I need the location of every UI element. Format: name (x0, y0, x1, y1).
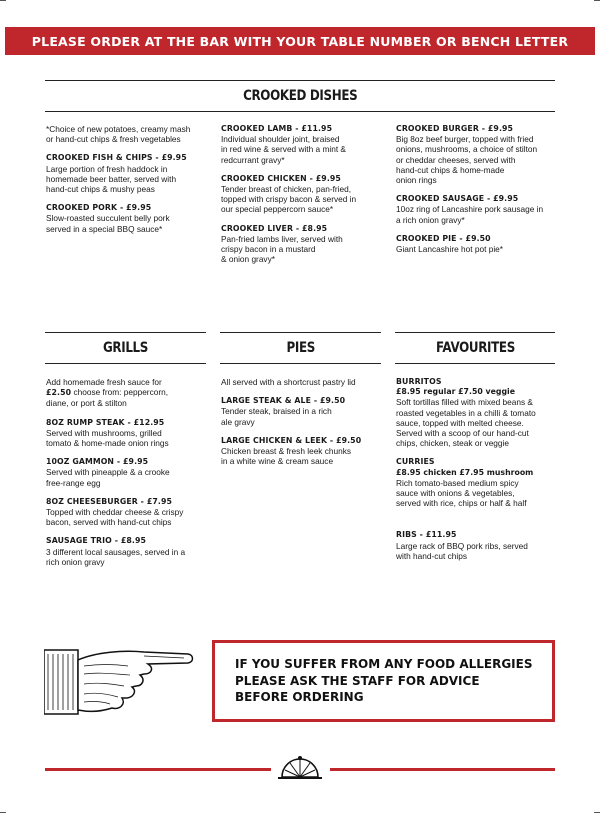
item-title: SAUSAGE TRIO - £8.95 (46, 536, 147, 546)
item-title: 10OZ GAMMON - £9.95 (46, 457, 149, 467)
menu-item (221, 124, 389, 165)
crooked-col-1 (46, 124, 211, 243)
pies-heading (220, 332, 381, 364)
menu-item (46, 418, 211, 449)
pies-intro-text: All served with a shortcrust pastry lid (221, 377, 356, 387)
item-description: *Choice of new potatoes, creamy mash or hand-cut chips & fresh vegetables (46, 124, 191, 145)
menu-item (221, 174, 389, 215)
grills-intro-options: choose from: peppercorn, diane, or port & stilton (46, 387, 169, 409)
item-description: Tender steak, braised in a rich ale gravy (221, 406, 332, 427)
grills-intro-price: £2.50 (46, 388, 72, 398)
favourites-heading (395, 332, 555, 364)
order-banner-text: PLEASE ORDER AT THE BAR WITH YOUR TABLE NUMBER OR BENCH LETTER (31, 33, 569, 49)
footer-line-left (45, 768, 271, 771)
grills-col (46, 377, 211, 576)
order-banner (5, 27, 595, 55)
pies-intro (221, 377, 389, 387)
item-title: CROOKED BURGER - £9.95 (396, 124, 514, 133)
item-title: CURRIES (396, 457, 435, 467)
menu-item (396, 530, 561, 561)
menu-item (46, 124, 211, 144)
menu-item (221, 436, 389, 467)
item-title: LARGE STEAK & ALE - £9.50 (221, 396, 346, 406)
item-title: CROOKED SAUSAGE - £9.95 (396, 194, 519, 204)
item-title: LARGE CHICKEN & LEEK - £9.50 (221, 435, 362, 445)
menu-item (46, 497, 211, 528)
allergy-notice-text: IF YOU SUFFER FROM ANY FOOD ALLERGIES PLEASE ASK THE STAFF FOR ADVICE BEFORE ORDERING (235, 657, 533, 705)
favourites-col (396, 377, 561, 570)
cloche-icon (276, 751, 324, 781)
item-title: BURRITOS (396, 377, 442, 386)
crooked-dishes-title: CROOKED DISHES (242, 88, 358, 104)
item-description: 10oz ring of Lancashire pork sausage in a rich onion gravy* (396, 204, 544, 225)
menu-item (221, 224, 389, 265)
item-description: 3 different local sausages, served in a rich onion gravy (46, 546, 186, 567)
crop-mark (0, 0, 6, 1)
menu-item (396, 124, 561, 185)
item-title: CROOKED CHICKEN - £9.95 (221, 173, 341, 183)
item-description: Slow-roasted succulent belly pork served in a special BBQ sauce* (46, 213, 170, 234)
item-description: Tender breast of chicken, pan-fried, topped with crispy bacon & served in our special peppercorn sauce* (221, 184, 357, 215)
item-title: CROOKED LAMB - £11.95 (221, 124, 333, 133)
crooked-col-2 (221, 124, 389, 273)
item-title: CROOKED LIVER - £8.95 (221, 223, 328, 233)
allergy-notice (212, 640, 555, 722)
item-price: £8.95 regular £7.50 veggie (396, 387, 516, 397)
item-description: Soft tortillas filled with mixed beans & roasted vegetables in a chilli & tomato sauce, topped with melted cheese. Served with a scoop of our hand-cut chips, chicken, steak or veggie (396, 397, 536, 449)
item-description: Served with mushrooms, grilled tomato & home-made onion rings (46, 427, 169, 449)
menu-item (46, 457, 211, 488)
favourites-title: FAVOURITES (435, 340, 515, 356)
item-description: Individual shoulder joint, braised in red wine & served with a mint & redcurrant gravy* (221, 134, 346, 165)
grills-intro-text: Add homemade fresh sauce for (46, 377, 162, 387)
menu-item (396, 377, 561, 448)
pies-col (221, 377, 389, 475)
item-description: Served with pineapple & a crooke free-range egg (46, 467, 170, 488)
grills-heading (45, 332, 206, 364)
crop-mark (594, 0, 600, 1)
menu-item (46, 203, 211, 234)
menu-item (396, 457, 561, 508)
item-description: Rich tomato-based medium spicy sauce with onions & vegetables, served with rice, chips or half & half (396, 477, 527, 509)
item-description: Pan-fried lambs liver, served with crispy bacon in a mustard & onion gravy* (221, 233, 343, 265)
menu-item (46, 536, 211, 567)
menu-item (396, 234, 561, 254)
crooked-col-3 (396, 124, 561, 263)
item-description: Chicken breast & fresh leek chunks in a white wine & cream sauce (221, 446, 352, 467)
item-title: CROOKED FISH & CHIPS - £9.95 (46, 153, 187, 163)
menu-item (221, 396, 389, 427)
footer-line-right (330, 768, 555, 771)
menu-item (46, 153, 211, 194)
item-description: Big 8oz beef burger, topped with fried onions, mushrooms, a choice of stilton or cheddar cheeses, served with hand-cut chips & home-made onion rings (396, 134, 538, 186)
grills-title: GRILLS (102, 340, 149, 356)
item-title: 8OZ RUMP STEAK - £12.95 (46, 417, 165, 427)
pointing-hand-icon (44, 644, 194, 722)
pies-title: PIES (286, 340, 315, 356)
item-title: RIBS - £11.95 (396, 530, 457, 540)
item-description: Large rack of BBQ pork ribs, served with hand-cut chips (396, 540, 528, 561)
item-price: £8.95 chicken £7.95 mushroom (396, 467, 534, 477)
item-description: Topped with cheddar cheese & crispy bacon, served with hand-cut chips (46, 507, 184, 528)
item-title: 8OZ CHEESEBURGER - £7.95 (46, 496, 172, 506)
item-title: CROOKED PORK - £9.95 (46, 203, 152, 213)
menu-item (396, 194, 561, 225)
item-title: CROOKED PIE - £9.50 (396, 233, 491, 243)
crooked-dishes-heading (45, 80, 555, 112)
grills-intro (46, 377, 211, 409)
item-description: Large portion of fresh haddock in homemade beer batter, served with hand-cut chips & mushy peas (46, 163, 177, 195)
item-description: Giant Lancashire hot pot pie* (396, 244, 504, 255)
